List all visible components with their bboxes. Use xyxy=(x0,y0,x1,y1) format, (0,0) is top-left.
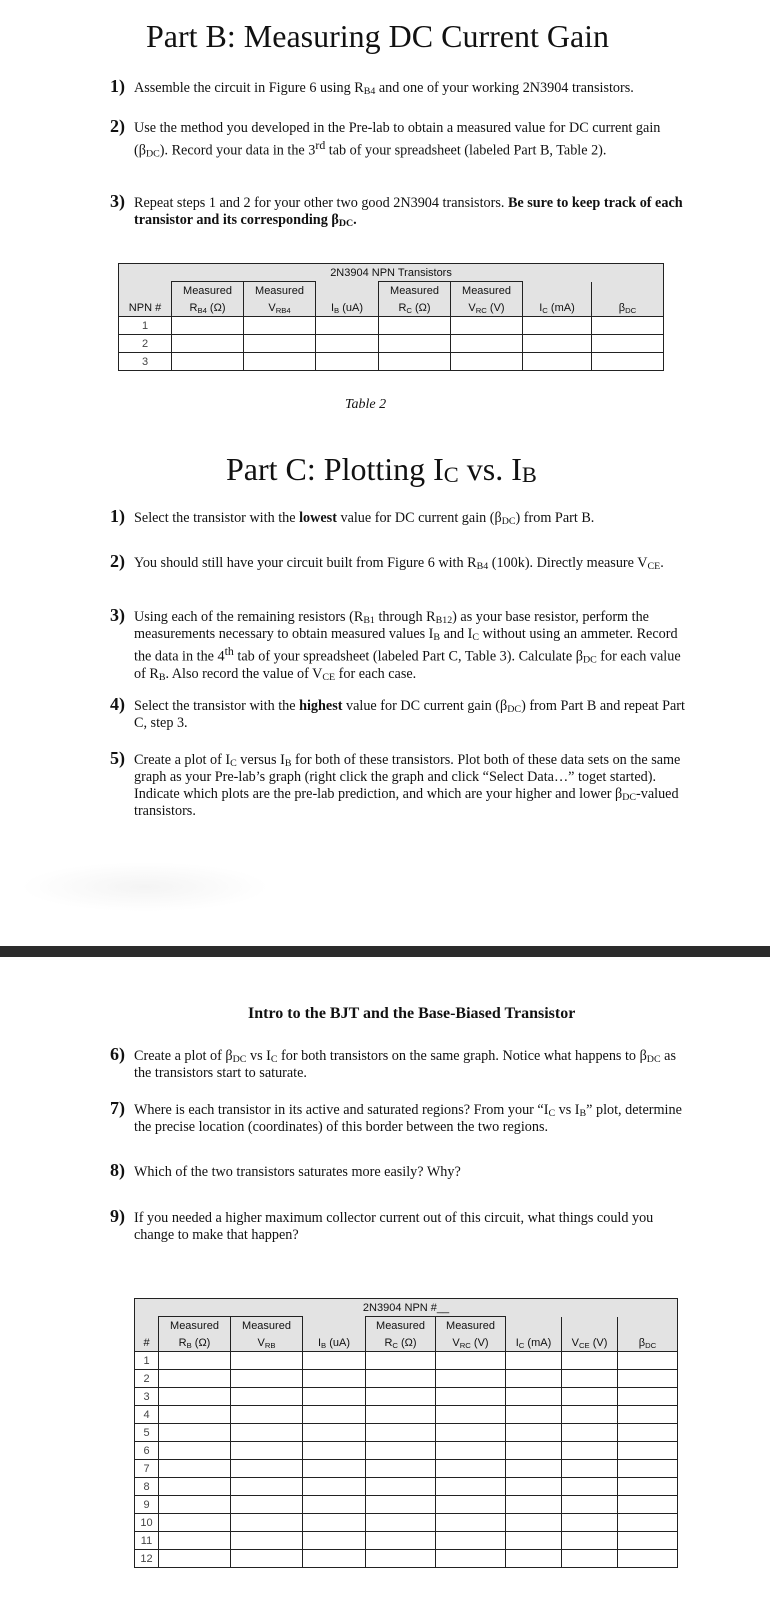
table-cell xyxy=(159,1406,231,1424)
table-cell xyxy=(451,353,523,371)
table-cell xyxy=(244,353,316,371)
table-2-caption: Table 2 xyxy=(345,397,387,412)
table-3 xyxy=(134,1298,678,1568)
table-cell xyxy=(562,1496,618,1514)
table-3-title: 2N3904 NPN #__ xyxy=(135,1299,678,1317)
table-cell xyxy=(618,1514,678,1532)
table-cell xyxy=(366,1406,436,1424)
table-cell xyxy=(303,1388,366,1406)
table-cell xyxy=(303,1514,366,1532)
part-b-step-2 xyxy=(110,116,690,160)
table-cell xyxy=(506,1424,562,1442)
part-c-step-5 xyxy=(110,748,690,820)
table-cell xyxy=(506,1496,562,1514)
table-row xyxy=(135,1514,678,1532)
row-number: 6 xyxy=(135,1442,159,1460)
header-cell: $I_C$ (mA) xyxy=(523,299,592,317)
table-cell xyxy=(436,1460,506,1478)
table-cell xyxy=(618,1496,678,1514)
table-cell xyxy=(244,317,316,335)
table-cell xyxy=(436,1442,506,1460)
table-cell xyxy=(618,1532,678,1550)
table-cell xyxy=(231,1460,303,1478)
header-cell: Measured xyxy=(231,1317,303,1335)
table-cell xyxy=(451,317,523,335)
table-cell xyxy=(303,1532,366,1550)
table-cell xyxy=(172,335,244,353)
table-cell xyxy=(366,1514,436,1532)
header-cell xyxy=(303,1317,366,1335)
table-cell xyxy=(303,1370,366,1388)
table-cell xyxy=(618,1550,678,1568)
step-number: 3) xyxy=(110,191,125,211)
table-cell xyxy=(618,1370,678,1388)
header-cell: Measured xyxy=(244,282,316,300)
step-number: 1) xyxy=(110,506,125,526)
step-text: If you needed a higher maximum collector current out of this circuit, what things could you change to make that happen? xyxy=(134,1210,654,1243)
part-b-step-1 xyxy=(110,76,690,97)
table-cell xyxy=(244,335,316,353)
table-row xyxy=(135,1532,678,1550)
table-cell xyxy=(618,1388,678,1406)
table-cell xyxy=(231,1424,303,1442)
step-8 xyxy=(110,1160,690,1181)
step-9 xyxy=(110,1206,690,1244)
table-2-title-row xyxy=(119,264,664,282)
table-cell xyxy=(436,1496,506,1514)
table-3-header-row-1 xyxy=(135,1317,678,1335)
step-number: 1) xyxy=(110,76,125,96)
table-2-header-row-1 xyxy=(119,282,664,300)
table-cell xyxy=(618,1442,678,1460)
table-cell xyxy=(562,1424,618,1442)
table-row xyxy=(135,1478,678,1496)
table-cell xyxy=(303,1496,366,1514)
table-cell xyxy=(231,1352,303,1370)
step-text: Select the transistor with the lowest value for DC current gain $(\beta_{DC})$ from Part B. xyxy=(134,510,595,527)
row-number: 3 xyxy=(135,1388,159,1406)
header-cell xyxy=(562,1317,618,1335)
header-cell xyxy=(523,282,592,300)
part-c-step-2 xyxy=(110,551,690,572)
step-number: 6) xyxy=(110,1044,125,1064)
header-cell: $I_C$ (mA) xyxy=(506,1334,562,1352)
step-text: Select the transistor with the highest value for DC current gain $(\beta_{DC})$ from Part B and repeat Part C, step 3. xyxy=(134,698,685,731)
table-row xyxy=(135,1388,678,1406)
table-row xyxy=(135,1550,678,1568)
header-cell xyxy=(506,1317,562,1335)
table-row xyxy=(135,1442,678,1460)
table-cell xyxy=(618,1460,678,1478)
table-cell xyxy=(159,1460,231,1478)
table-cell xyxy=(506,1514,562,1532)
header-cell xyxy=(316,282,379,300)
running-header: Intro to the BJT and the Base-Biased Transistor xyxy=(248,1005,576,1022)
table-cell xyxy=(523,317,592,335)
header-cell: $V_{RB4}$ xyxy=(244,299,316,317)
step-text: Using each of the remaining resistors ($R_{B1}$ through $R_{B12}$) as your base resistor, perform the measurements necessary to obtain measured values $I_B$ and $I_C$ without using an ammeter. Record the data in the 4th tab of your spreadsheet (labeled Part C, Table 3). Calculate $\beta_{DC}$ for each value of $R_B$. Also record the value of $V_{CE}$ for each case. xyxy=(134,609,681,683)
table-cell xyxy=(379,353,451,371)
part-c-step-4 xyxy=(110,694,690,732)
step-text: Repeat steps 1 and 2 for your other two good 2N3904 transistors. Be sure to keep track of each transistor and its corresponding $\beta_{DC}$. xyxy=(134,195,683,229)
header-cell xyxy=(119,282,172,300)
header-cell: $I_B$ (uA) xyxy=(303,1334,366,1352)
table-2-header-row-2 xyxy=(119,299,664,317)
table-cell xyxy=(592,317,664,335)
table-cell xyxy=(159,1496,231,1514)
part-c-step-1 xyxy=(110,506,690,527)
table-cell xyxy=(159,1352,231,1370)
table-cell xyxy=(379,335,451,353)
table-cell xyxy=(506,1442,562,1460)
table-cell xyxy=(303,1424,366,1442)
table-cell xyxy=(172,353,244,371)
table-cell xyxy=(366,1496,436,1514)
table-cell xyxy=(562,1442,618,1460)
table-3-body xyxy=(135,1352,678,1568)
table-cell xyxy=(303,1550,366,1568)
table-cell xyxy=(506,1370,562,1388)
table-cell xyxy=(366,1352,436,1370)
header-cell: Measured xyxy=(172,282,244,300)
table-cell xyxy=(618,1424,678,1442)
header-cell: Measured xyxy=(379,282,451,300)
table-row xyxy=(119,353,664,371)
table-cell xyxy=(159,1442,231,1460)
table-cell xyxy=(436,1478,506,1496)
row-number: 2 xyxy=(119,335,172,353)
table-cell xyxy=(231,1514,303,1532)
table-row xyxy=(135,1424,678,1442)
step-6 xyxy=(110,1044,690,1082)
step-text: You should still have your circuit built from Figure 6 with $R_{B4}$ (100k). Directly measure $V_{CE}$. xyxy=(134,555,664,572)
row-number: 9 xyxy=(135,1496,159,1514)
header-cell: $R_C$ (Ω) xyxy=(379,299,451,317)
step-text: Assemble the circuit in Figure 6 using $R_{B4}$ and one of your working 2N3904 transistors. xyxy=(134,80,634,97)
table-cell xyxy=(436,1550,506,1568)
table-cell xyxy=(303,1442,366,1460)
table-cell xyxy=(366,1370,436,1388)
step-text: Use the method you developed in the Pre-lab to obtain a measured value for DC current gain $(\beta_{DC})$. Record your data in the 3rd tab of your spreadsheet (labeled Part B, Table 2). xyxy=(134,120,661,160)
table-cell xyxy=(592,353,664,371)
part-b-step-3 xyxy=(110,191,690,229)
table-row xyxy=(119,317,664,335)
header-cell: $V_{RB}$ xyxy=(231,1334,303,1352)
table-cell xyxy=(303,1478,366,1496)
table-cell xyxy=(506,1352,562,1370)
table-cell xyxy=(316,317,379,335)
table-cell xyxy=(159,1514,231,1532)
table-cell xyxy=(562,1532,618,1550)
header-cell: $\beta_{DC}$ xyxy=(618,1334,678,1352)
table-cell xyxy=(506,1532,562,1550)
part-c-title: Part C: Plotting $I_C$ vs. $I_B$ xyxy=(226,451,537,487)
table-cell xyxy=(159,1478,231,1496)
row-number: 3 xyxy=(119,353,172,371)
table-cell xyxy=(172,317,244,335)
table-cell xyxy=(303,1352,366,1370)
step-text: Where is each transistor in its active and saturated regions? From your “$I_C$ vs $I_B$” plot, determine the precise location (coordinates) of this border between the two regions. xyxy=(134,1102,682,1135)
table-3-header-row-2 xyxy=(135,1334,678,1352)
row-number: 4 xyxy=(135,1406,159,1424)
table-cell xyxy=(506,1388,562,1406)
table-2-body xyxy=(119,317,664,371)
step-number: 7) xyxy=(110,1098,125,1118)
table-cell xyxy=(562,1370,618,1388)
table-cell xyxy=(366,1388,436,1406)
table-cell xyxy=(436,1352,506,1370)
page-divider xyxy=(0,946,770,957)
table-cell xyxy=(436,1424,506,1442)
table-2-title: 2N3904 NPN Transistors xyxy=(119,264,664,282)
table-cell xyxy=(592,335,664,353)
table-cell xyxy=(618,1406,678,1424)
header-cell: $R_B$ (Ω) xyxy=(159,1334,231,1352)
table-cell xyxy=(231,1388,303,1406)
table-cell xyxy=(506,1550,562,1568)
table-cell xyxy=(562,1406,618,1424)
header-cell xyxy=(592,282,664,300)
table-cell xyxy=(506,1406,562,1424)
row-number: 5 xyxy=(135,1424,159,1442)
row-number: 7 xyxy=(135,1460,159,1478)
table-cell xyxy=(436,1532,506,1550)
table-cell xyxy=(231,1406,303,1424)
table-cell xyxy=(231,1496,303,1514)
row-number: 1 xyxy=(135,1352,159,1370)
step-number: 3) xyxy=(110,605,125,625)
header-cell: $R_{B4}$ (Ω) xyxy=(172,299,244,317)
table-row xyxy=(135,1496,678,1514)
table-cell xyxy=(436,1370,506,1388)
table-cell xyxy=(159,1370,231,1388)
table-cell xyxy=(316,335,379,353)
row-number: 12 xyxy=(135,1550,159,1568)
table-cell xyxy=(159,1532,231,1550)
table-cell xyxy=(231,1442,303,1460)
step-number: 8) xyxy=(110,1160,125,1180)
table-cell xyxy=(366,1460,436,1478)
table-cell xyxy=(618,1352,678,1370)
table-cell xyxy=(159,1388,231,1406)
table-cell xyxy=(316,353,379,371)
table-row xyxy=(135,1406,678,1424)
table-cell xyxy=(436,1406,506,1424)
table-row xyxy=(135,1352,678,1370)
table-cell xyxy=(562,1478,618,1496)
table-cell xyxy=(506,1460,562,1478)
table-cell xyxy=(303,1460,366,1478)
table-cell xyxy=(231,1370,303,1388)
scan-smudge xyxy=(20,862,270,912)
header-cell: $V_{RC}$ (V) xyxy=(451,299,523,317)
table-cell xyxy=(379,317,451,335)
header-cell: NPN # xyxy=(119,299,172,317)
table-cell xyxy=(562,1388,618,1406)
header-cell: $V_{CE}$ (V) xyxy=(562,1334,618,1352)
header-cell: $\beta_{DC}$ xyxy=(592,299,664,317)
header-cell xyxy=(618,1317,678,1335)
header-cell: $V_{RC}$ (V) xyxy=(436,1334,506,1352)
table-cell xyxy=(366,1424,436,1442)
table-cell xyxy=(618,1478,678,1496)
header-cell: Measured xyxy=(159,1317,231,1335)
row-number: 1 xyxy=(119,317,172,335)
header-cell: $R_C$ (Ω) xyxy=(366,1334,436,1352)
table-cell xyxy=(231,1532,303,1550)
table-cell xyxy=(436,1388,506,1406)
table-row xyxy=(135,1460,678,1478)
table-3-title-row xyxy=(135,1299,678,1317)
step-text: Which of the two transistors saturates more easily? Why? xyxy=(134,1164,461,1180)
table-cell xyxy=(366,1478,436,1496)
step-number: 2) xyxy=(110,551,125,571)
table-cell xyxy=(436,1514,506,1532)
step-number: 4) xyxy=(110,694,125,714)
table-2 xyxy=(118,263,664,371)
table-cell xyxy=(231,1478,303,1496)
table-cell xyxy=(562,1550,618,1568)
table-cell xyxy=(562,1514,618,1532)
row-number: 11 xyxy=(135,1532,159,1550)
header-cell: Measured xyxy=(366,1317,436,1335)
table-cell xyxy=(366,1550,436,1568)
table-cell xyxy=(159,1550,231,1568)
row-number: 2 xyxy=(135,1370,159,1388)
table-cell xyxy=(303,1406,366,1424)
step-number: 5) xyxy=(110,748,125,768)
table-cell xyxy=(562,1460,618,1478)
header-cell: Measured xyxy=(436,1317,506,1335)
header-cell: # xyxy=(135,1334,159,1352)
header-cell: $I_B$ (uA) xyxy=(316,299,379,317)
table-row xyxy=(119,335,664,353)
row-number: 10 xyxy=(135,1514,159,1532)
table-cell xyxy=(231,1550,303,1568)
step-7 xyxy=(110,1098,690,1136)
step-number: 2) xyxy=(110,116,125,136)
part-b-title: Part B: Measuring DC Current Gain xyxy=(146,18,610,54)
table-cell xyxy=(506,1478,562,1496)
step-number: 9) xyxy=(110,1206,125,1226)
header-cell: Measured xyxy=(451,282,523,300)
table-cell xyxy=(366,1532,436,1550)
table-cell xyxy=(366,1442,436,1460)
step-text: Create a plot of $\beta_{DC}$ vs $I_C$ for both transistors on the same graph. Notice what happens to $\beta_{DC}$ as the transistors start to saturate. xyxy=(134,1048,676,1081)
part-c-step-3 xyxy=(110,605,690,683)
table-cell xyxy=(523,335,592,353)
step-text: Create a plot of $I_C$ versus $I_B$ for both of these transistors. Plot both of these data sets on the same graph as your Pre-lab’s graph (right click the graph and click “Select Data…” toget started). Indicate which plots are the pre-lab prediction, and which are your higher and lower $\beta_{DC}$-valued transistors. xyxy=(134,752,681,819)
row-number: 8 xyxy=(135,1478,159,1496)
table-row xyxy=(135,1370,678,1388)
table-cell xyxy=(562,1352,618,1370)
header-cell xyxy=(135,1317,159,1335)
table-cell xyxy=(451,335,523,353)
table-cell xyxy=(523,353,592,371)
table-cell xyxy=(159,1424,231,1442)
